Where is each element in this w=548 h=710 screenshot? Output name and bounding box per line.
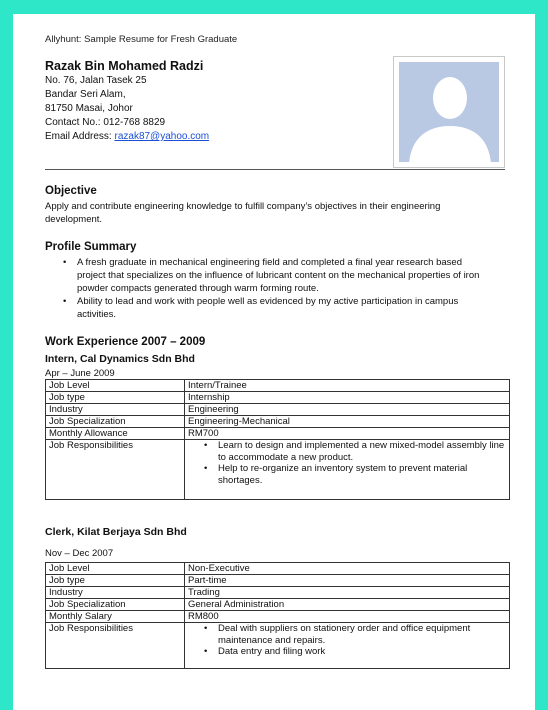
table-cell-key: Job Specialization [46,416,185,428]
email-link[interactable]: razak87@yahoo.com [114,131,210,142]
list-item: • Learn to design and implemented a new mixed-model assembly line to accommodate a new product. [188,440,506,463]
job-details-table [45,379,510,500]
job-title: Clerk, Kilat Berjaya Sdn Bhd [45,526,187,538]
table-row [46,404,510,416]
job-dates: Apr – June 2009 [45,368,115,379]
job-details-table [45,562,510,669]
table-cell-key: Industry [46,587,185,599]
job-title: Intern, Cal Dynamics Sdn Bhd [45,353,195,365]
table-row [46,416,510,428]
table-cell-value: Trading [185,587,510,599]
responsibilities-list [188,623,506,658]
table-cell-key: Job type [46,392,185,404]
list-item: • Data entry and filing work [188,646,506,658]
table-cell-key: Job Level [46,380,185,392]
table-row [46,428,510,440]
table-cell-value: RM700 [185,428,510,440]
list-item: • A fresh graduate in mechanical engineering field and completed a final year research based project that specializes on the influence of lubricant content on the mechanical properties of iron powder compacts generated through warm forming route. [45,256,485,295]
table-row [46,623,510,669]
candidate-name: Razak Bin Mohamed Radzi [45,59,204,73]
list-item: • Deal with suppliers on stationery order and office equipment maintenance and repairs. [188,623,506,646]
table-cell-value: Intern/Trainee [185,380,510,392]
table-row [46,392,510,404]
table-cell-key: Monthly Allowance [46,428,185,440]
address-line: Bandar Seri Alam, [45,89,126,100]
table-cell-value: Internship [185,392,510,404]
table-cell-key: Job Specialization [46,599,185,611]
table-cell-key: Job Responsibilities [46,623,185,669]
address-line: 81750 Masai, Johor [45,103,133,114]
header-divider [45,169,505,170]
table-row [46,380,510,392]
table-cell-key: Monthly Salary [46,611,185,623]
profile-summary-list [45,256,485,321]
table-cell-value: Non-Executive [185,563,510,575]
profile-photo [393,56,505,168]
email-line [45,130,209,144]
table-row [46,575,510,587]
table-row [46,599,510,611]
table-cell-value: General Administration [185,599,510,611]
person-silhouette-icon [399,62,499,162]
table-cell-value: RM800 [185,611,510,623]
job-dates: Nov – Dec 2007 [45,548,114,559]
address-line: No. 76, Jalan Tasek 25 [45,75,147,86]
objective-text: Apply and contribute engineering knowledge to fulfill company’s objectives in their engineering development. [45,201,441,225]
contact-block [45,74,209,144]
table-row [46,563,510,575]
table-cell-key: Job Level [46,563,185,575]
table-cell-key: Job type [46,575,185,587]
site-title: Allyhunt: Sample Resume for Fresh Graduate [45,34,238,45]
table-cell-value: Engineering [185,404,510,416]
table-cell-key: Job Responsibilities [46,440,185,500]
table-cell-value [185,623,510,669]
contact-number: Contact No.: 012-768 8829 [45,117,166,128]
table-cell-key: Industry [46,404,185,416]
responsibilities-list [188,440,506,486]
work-experience-heading: Work Experience 2007 – 2009 [45,336,206,348]
table-cell-value: Part-time [185,575,510,587]
profile-summary-heading: Profile Summary [45,241,137,253]
table-row [46,611,510,623]
table-row [46,440,510,500]
objective-heading: Objective [45,185,97,197]
email-label: Email Address: [45,131,115,142]
table-cell-value [185,440,510,500]
list-item: • Ability to lead and work with people well as evidenced by my active participation in campus activities. [45,295,485,321]
table-row [46,587,510,599]
resume-page [13,14,535,710]
table-cell-value: Engineering-Mechanical [185,416,510,428]
list-item: • Help to re-organize an inventory system to prevent material shortages. [188,463,506,486]
